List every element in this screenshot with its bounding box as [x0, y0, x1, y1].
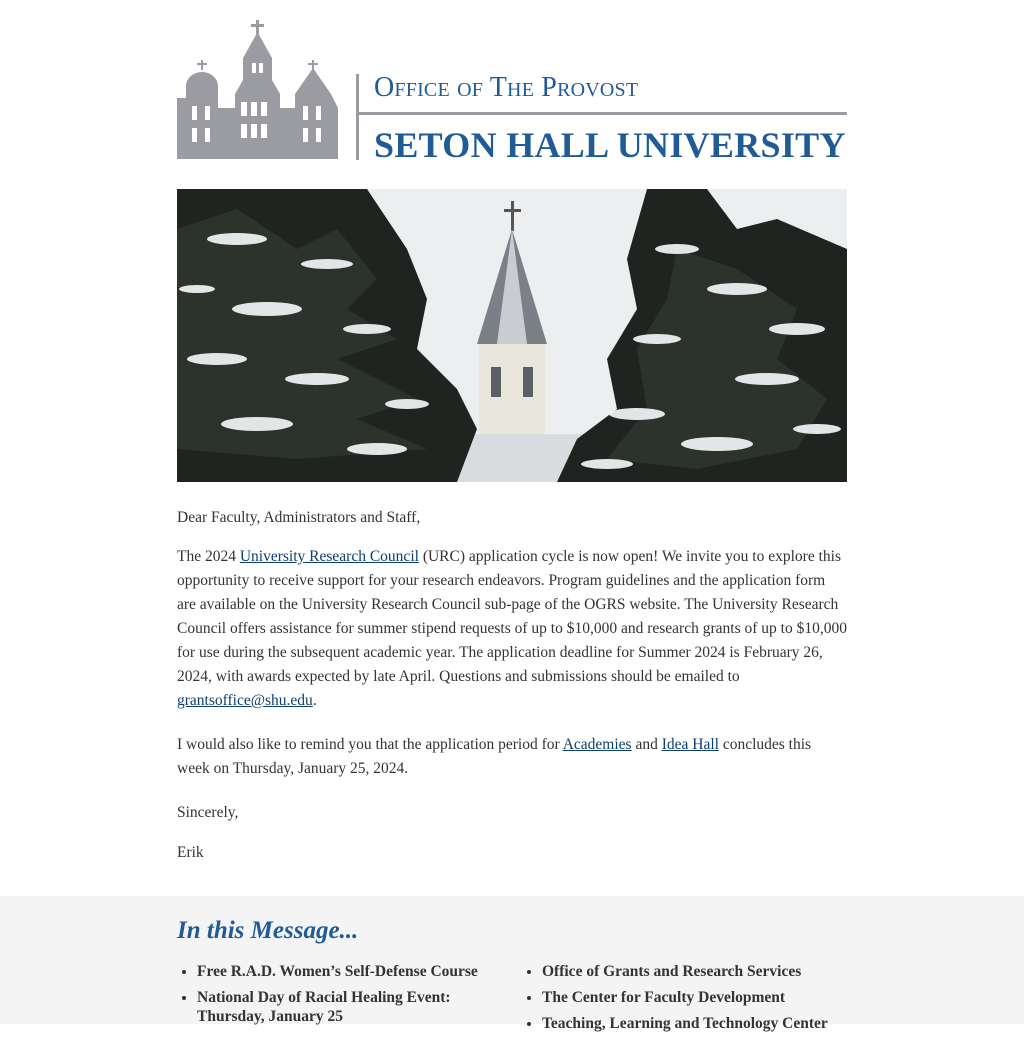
p2-text-before: I would also like to remind you that the application period for — [177, 736, 563, 753]
letter-body — [177, 506, 847, 885]
list-item[interactable]: • Free R.A.D. Women’s Self-Defense Course — [197, 962, 517, 981]
p1-end: . — [312, 692, 317, 709]
idea-hall-link[interactable]: Idea Hall — [661, 736, 719, 753]
p1-text-before: The 2024 — [177, 548, 240, 565]
p2-text-mid: and — [631, 736, 662, 753]
paragraph-urc — [177, 545, 847, 713]
university-building-logo — [177, 18, 342, 163]
snowy-steeple-illustration — [177, 189, 847, 482]
paragraph-reminder — [177, 733, 847, 781]
list-item[interactable]: • National Day of Racial Healing Event: Thursday, January 25 — [197, 988, 517, 1026]
logo-divider-vertical — [356, 74, 359, 160]
urc-link[interactable]: University Research Council — [239, 548, 419, 565]
logo-divider-horizontal — [357, 112, 847, 115]
list-item[interactable]: • Teaching, Learning and Technology Center — [542, 1014, 862, 1033]
office-title: Office of The Provost — [374, 72, 639, 103]
p2-text-after: concludes this week on Thursday, January 25, 2024. — [177, 736, 812, 777]
closing: Sincerely, — [177, 804, 239, 821]
in-this-message-title: In this Message... — [177, 917, 359, 944]
signature: Erik — [177, 844, 204, 861]
grants-email-link[interactable]: grantsoffice@shu.edu — [177, 692, 313, 709]
university-name: SETON HALL UNIVERSITY — [374, 125, 846, 165]
p1-text-after: (URC) application cycle is now open! We invite you to explore this opportunity to receive support for your research endeavors. Program guidelines and the application form are available on the University Research Council sub-page of the OGRS website. The University Research Council offers assistance for summer stipend requests of up to $10,000 and research grants of up to $10,000 for use during the subsequent academic year. The application deadline for Summer 2024 is February 26, 2024, with awards expected by late April. Questions and submissions should be emailed to — [177, 548, 847, 685]
message-list-right — [522, 962, 862, 1040]
message-list-left — [177, 962, 517, 1033]
header — [177, 18, 847, 163]
academies-link[interactable]: Academies — [562, 736, 632, 753]
hero-image — [177, 189, 847, 482]
list-item[interactable]: • Office of Grants and Research Services — [542, 962, 862, 981]
greeting: Dear Faculty, Administrators and Staff, — [177, 509, 421, 526]
list-item[interactable]: • The Center for Faculty Development — [542, 988, 862, 1007]
